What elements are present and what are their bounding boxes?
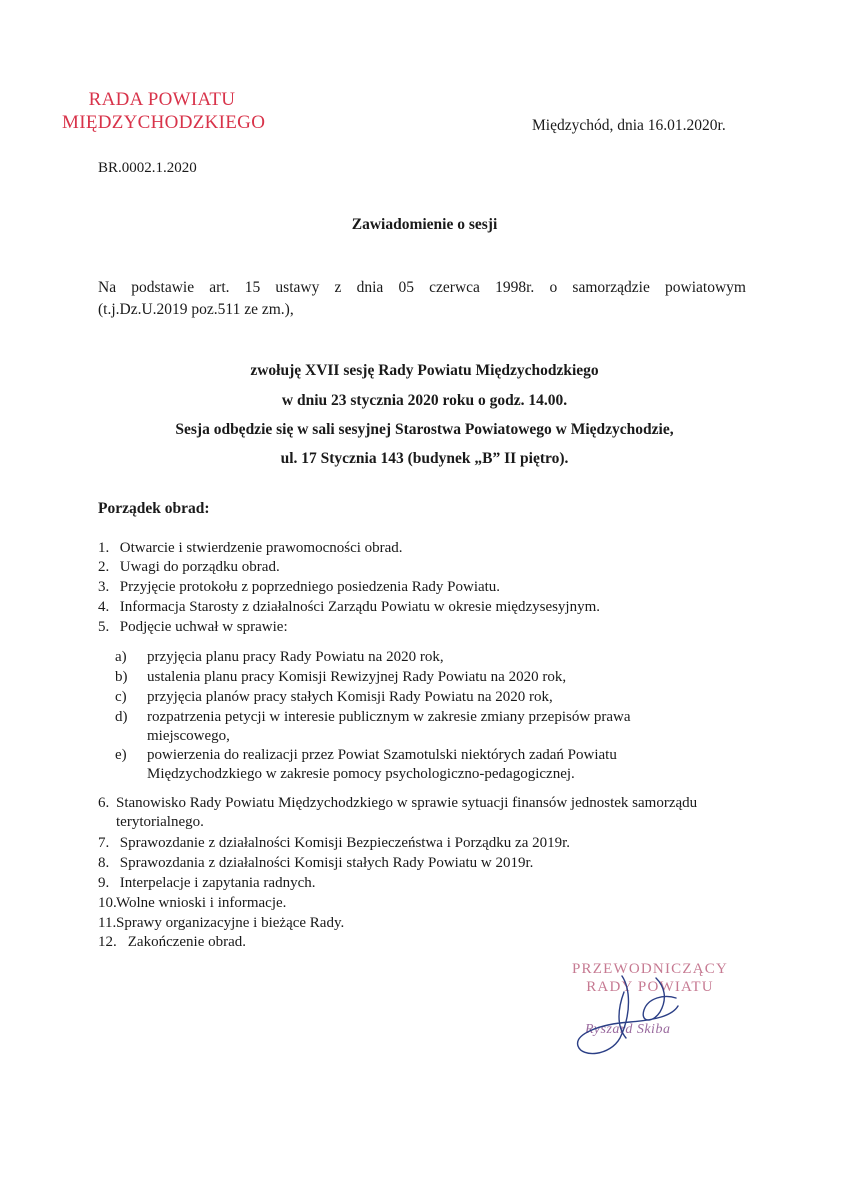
agenda-item xyxy=(98,794,738,832)
agenda-item xyxy=(98,914,344,933)
agenda-item-number: 5. xyxy=(98,619,110,635)
agenda-item-text: Zakończenie obrad. xyxy=(127,934,247,950)
agenda-heading: Porządek obrad: xyxy=(98,500,210,517)
subitem-letter: c) xyxy=(115,689,127,705)
agenda-subitem xyxy=(115,688,735,707)
convocation-line-4: ul. 17 Stycznia 143 (budynek „B” II piętro). xyxy=(280,450,569,467)
stamp-line-1: RADA POWIATU xyxy=(88,89,236,110)
convocation-line-3: Sesja odbędzie się w sali sesyjnej Starostwa Powiatowego w Międzychodzie, xyxy=(175,421,674,438)
agenda-item xyxy=(98,894,286,913)
subitem-text: rozpatrzenia petycji w interesie publicznym w zakresie zmiany przepisów prawa miejscowego, xyxy=(147,709,631,744)
subitem-text: przyjęcia planów pracy stałych Komisji Rady Powiatu na 2020 rok, xyxy=(147,689,553,705)
agenda-item-number: 9. xyxy=(98,875,110,891)
agenda-item xyxy=(98,558,280,577)
agenda-item-text: Otwarcie i stwierdzenie prawomocności obrad. xyxy=(119,540,403,556)
agenda-item-number: 8. xyxy=(98,855,110,871)
agenda-item xyxy=(98,834,570,853)
agenda-item-number: 6. xyxy=(98,795,110,811)
handwritten-signature xyxy=(560,968,700,1063)
agenda-subitem xyxy=(115,668,735,687)
agenda-subitem xyxy=(115,746,715,784)
legal-basis-line-2: (t.j.Dz.U.2019 poz.511 ze zm.), xyxy=(98,301,294,318)
convocation-line-2: w dniu 23 stycznia 2020 roku o godz. 14.00. xyxy=(281,392,568,409)
stamp-line-2: MIĘDZYCHODZKIEGO xyxy=(62,112,266,133)
agenda-item-number: 12. xyxy=(98,934,117,950)
agenda-item-number: 1. xyxy=(98,540,110,556)
chairman-stamp-line-1: PRZEWODNICZĄCY xyxy=(572,961,728,977)
agenda-item-number: 2. xyxy=(98,559,110,575)
agenda-item xyxy=(98,578,500,597)
subitem-letter: e) xyxy=(115,747,127,763)
agenda-subitem xyxy=(115,708,715,746)
agenda-item xyxy=(98,874,315,893)
reference-number: BR.0002.1.2020 xyxy=(98,160,197,176)
agenda-item-text: Sprawozdanie z działalności Komisji Bezpieczeństwa i Porządku za 2019r. xyxy=(119,835,571,851)
agenda-item-text: Stanowisko Rady Powiatu Międzychodzkiego w sprawie sytuacji finansów jednostek samorządu terytorialnego. xyxy=(116,795,698,830)
subitem-text: przyjęcia planu pracy Rady Powiatu na 2020 rok, xyxy=(147,649,444,665)
agenda-subitem xyxy=(115,648,735,667)
subitem-letter: a) xyxy=(115,649,127,665)
agenda-item-text: Uwagi do porządku obrad. xyxy=(119,559,280,575)
convocation-line-1: zwołuję XVII sesję Rady Powiatu Międzychodzkiego xyxy=(250,362,599,379)
agenda-item-number: 10. xyxy=(98,895,117,911)
agenda-item-text: Informacja Starosty z działalności Zarządu Powiatu w okresie międzysesyjnym. xyxy=(119,599,601,615)
agenda-item-number: 7. xyxy=(98,835,110,851)
agenda-item-text: Wolne wnioski i informacje. xyxy=(116,895,287,911)
legal-basis-line-1: Na podstawie art. 15 ustawy z dnia 05 czerwca 1998r. o samorządzie powiatowym xyxy=(98,279,746,296)
document-title: Zawiadomienie o sesji xyxy=(351,216,498,233)
agenda-item xyxy=(98,618,288,637)
council-stamp xyxy=(62,88,266,134)
chairman-name: Ryszard Skiba xyxy=(585,1022,671,1037)
agenda-item-number: 3. xyxy=(98,579,110,595)
chairman-stamp-line-2: RADY POWIATU xyxy=(586,979,714,995)
place-date: Międzychód, dnia 16.01.2020r. xyxy=(532,117,726,134)
agenda-item xyxy=(98,854,533,873)
agenda-item xyxy=(98,539,403,558)
agenda-item xyxy=(98,933,246,952)
agenda-item-text: Przyjęcie protokołu z poprzedniego posiedzenia Rady Powiatu. xyxy=(119,579,501,595)
agenda-item xyxy=(98,598,600,617)
subitem-text: powierzenia do realizacji przez Powiat Szamotulski niektórych zadań Powiatu Międzychodzkiego w zakresie pomocy psychologiczno-pedagogicznej. xyxy=(147,747,617,782)
subitem-text: ustalenia planu pracy Komisji Rewizyjnej Rady Powiatu na 2020 rok, xyxy=(147,669,567,685)
agenda-item-text: Sprawy organizacyjne i bieżące Rady. xyxy=(116,915,345,931)
agenda-item-number: 11. xyxy=(98,915,117,931)
agenda-item-number: 4. xyxy=(98,599,110,615)
agenda-item-text: Interpelacje i zapytania radnych. xyxy=(119,875,316,891)
agenda-item-text: Sprawozdania z działalności Komisji stałych Rady Powiatu w 2019r. xyxy=(119,855,534,871)
subitem-letter: b) xyxy=(115,669,128,685)
agenda-item-text: Podjęcie uchwał w sprawie: xyxy=(119,619,288,635)
subitem-letter: d) xyxy=(115,709,128,725)
